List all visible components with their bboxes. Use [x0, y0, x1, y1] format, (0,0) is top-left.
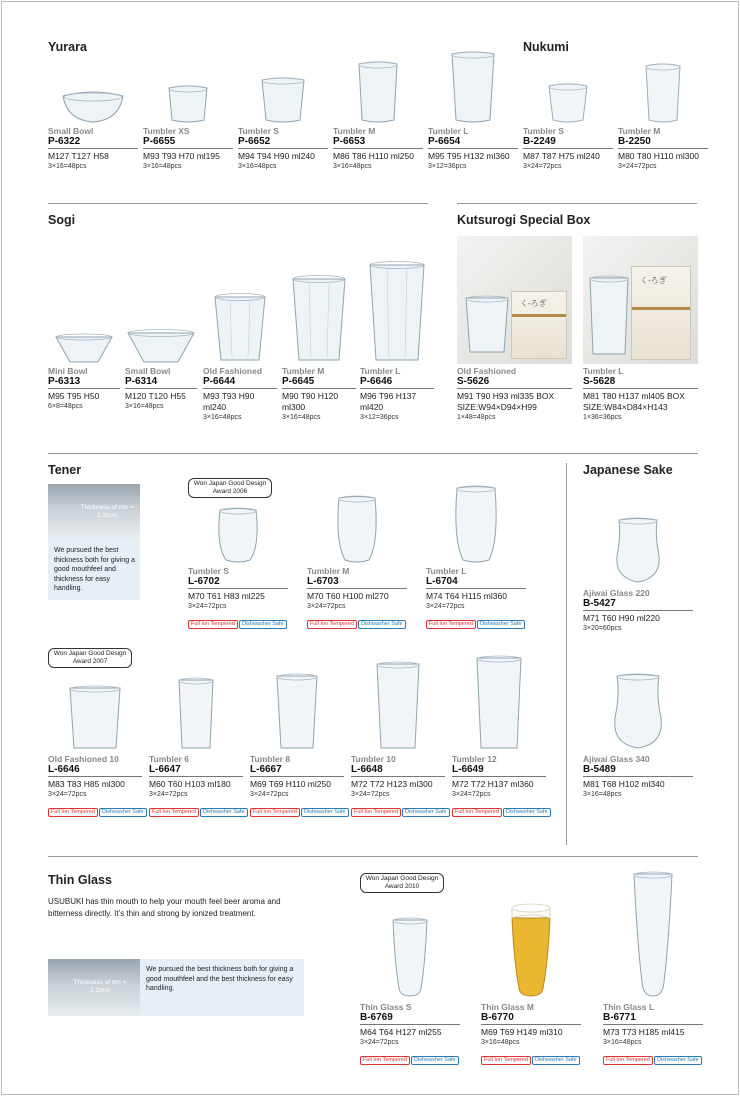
product-spec: M83 T83 H85 ml300 — [48, 779, 125, 789]
glass-image — [307, 490, 407, 564]
product-l-6646 — [48, 680, 142, 818]
product-pack: 1×48=48pcs — [457, 414, 496, 421]
product-l-6649 — [452, 650, 546, 818]
product-code: P-6652 — [238, 136, 328, 149]
product-code: B-6770 — [481, 1012, 581, 1025]
product-name: Tumbler M — [618, 126, 661, 136]
product-pack: 3×24=72pcs — [188, 603, 227, 610]
product-spec: M86 T86 H110 ml250 — [333, 151, 414, 161]
award-badge-2006: Won Japan Good Design Award 2006 — [188, 478, 272, 498]
rim-photo — [48, 484, 140, 538]
tempered-tag: Full Ion Tempered — [481, 1056, 531, 1065]
product-spec: M81 T80 H137 ml405 BOX SIZE:W84×D84×H143 — [583, 391, 685, 412]
product-name: Old Fashioned — [457, 366, 517, 376]
product-pack: 3×16=48pcs — [282, 414, 321, 421]
product-b-6769 — [360, 904, 460, 1066]
divider — [48, 203, 428, 204]
product-name: Tumbler 8 — [250, 754, 290, 764]
product-p-6314 — [125, 300, 197, 410]
product-pack: 3×24=72pcs — [149, 791, 188, 798]
product-code: S-5626 — [457, 376, 572, 389]
product-spec: M95 T95 H132 ml360 — [428, 151, 510, 161]
product-spec: M69 T69 H110 ml250 — [250, 779, 331, 789]
glass-image — [583, 508, 693, 586]
product-spec: M127 T127 H58 — [48, 151, 109, 161]
product-spec: M70 T60 H100 ml270 — [307, 591, 389, 601]
product-p-6655 — [143, 70, 233, 170]
product-name: Tumbler 10 — [351, 754, 396, 764]
product-pack: 3×24=72pcs — [307, 603, 346, 610]
rim-thickness-label: Thickness of rim = 1.2mm — [73, 979, 127, 994]
product-spec: M60 T60 H103 ml180 — [149, 779, 231, 789]
product-pack: 3×12=36pcs — [360, 414, 399, 421]
product-name: Tumbler M — [333, 126, 376, 136]
section-title-thin-glass: Thin Glass — [48, 873, 112, 887]
glass-image — [203, 300, 277, 364]
product-code: L-6648 — [351, 764, 445, 777]
thin-glass-intro: USUBUKI has thin mouth to help your mouth feel beer aroma and bitterness directly. It’s thin and strong by ionized treatment. — [48, 897, 281, 918]
info-description: We pursued the best thickness both for giving a good mouthfeel and thickness for easy handling. — [54, 547, 135, 592]
product-spec: M81 T68 H102 ml340 — [583, 779, 665, 789]
product-b-5427 — [583, 508, 693, 632]
glass-image — [143, 70, 233, 124]
glass-image — [48, 70, 138, 124]
product-l-6704 — [426, 480, 526, 630]
section-title-tener: Tener — [48, 463, 82, 477]
dishwasher-tag: Dishwasher Safe — [503, 808, 551, 817]
dishwasher-tag: Dishwasher Safe — [301, 808, 349, 817]
product-b-6770 — [481, 898, 581, 1066]
product-pack: 3×24=72pcs — [250, 791, 289, 798]
product-spec: M95 T95 H50 — [48, 391, 100, 401]
glass-image — [250, 668, 344, 752]
glass-image — [188, 500, 288, 564]
product-name: Mini Bowl — [48, 366, 88, 376]
product-b-2250 — [618, 56, 708, 170]
glass-image — [463, 294, 511, 356]
glass-image — [426, 480, 526, 564]
tempered-tag: Full Ion Tempered — [149, 808, 199, 817]
tempered-tag: Full Ion Tempered — [360, 1056, 410, 1065]
product-p-6654 — [428, 46, 518, 170]
box-label: く-ろぎ — [640, 276, 667, 285]
product-pack: 6×8=48pcs — [48, 403, 83, 410]
product-name: Tumbler M — [307, 566, 350, 576]
glass-image — [360, 256, 434, 364]
box-label: く-ろぎ — [520, 299, 547, 308]
info-description: We pursued the best thickness both for giving a good mouthfeel and the best thickness for easy handling. — [146, 966, 294, 992]
product-p-6313 — [48, 300, 120, 410]
product-spec: M94 T94 H90 ml240 — [238, 151, 315, 161]
product-spec: M72 T72 H123 ml300 — [351, 779, 433, 789]
product-name: Thin Glass L — [603, 1002, 655, 1012]
product-pack: 3×16=48pcs — [125, 403, 164, 410]
product-code: P-6646 — [360, 376, 434, 389]
product-s-5626 — [457, 236, 572, 421]
rim-photo — [48, 959, 140, 1016]
product-spec: M70 T61 H83 ml225 — [188, 591, 265, 601]
product-name: Old Fashioned — [203, 366, 263, 376]
dishwasher-tag: Dishwasher Safe — [654, 1056, 702, 1065]
product-spec: M93 T93 H70 ml195 — [143, 151, 220, 161]
product-code: P-6655 — [143, 136, 233, 149]
product-spec: M72 T72 H137 ml360 — [452, 779, 534, 789]
product-spec: M96 T96 H137 ml420 — [360, 391, 417, 412]
product-s-5628 — [583, 236, 698, 421]
tempered-tag: Full Ion Tempered — [452, 808, 502, 817]
product-spec: M69 T69 H149 ml310 — [481, 1027, 563, 1037]
product-name: Tumbler L — [428, 126, 469, 136]
product-code: L-6667 — [250, 764, 344, 777]
product-pack: 3×16=48pcs — [583, 791, 622, 798]
product-name: Tumbler L — [583, 366, 624, 376]
product-name: Small Bowl — [125, 366, 171, 376]
product-code: B-6769 — [360, 1012, 460, 1025]
product-l-6647 — [149, 672, 243, 818]
product-code: P-6314 — [125, 376, 197, 389]
product-code: B-5427 — [583, 598, 693, 611]
product-spec: M80 T80 H110 ml300 — [618, 151, 699, 161]
product-code: L-6646 — [48, 764, 142, 777]
product-p-6322 — [48, 70, 138, 170]
product-l-6703 — [307, 490, 407, 630]
product-pack: 3×24=72pcs — [452, 791, 491, 798]
product-code: L-6704 — [426, 576, 526, 589]
tempered-tag: Full Ion Tempered — [307, 620, 357, 629]
product-pack: 3×24=72pcs — [48, 791, 87, 798]
product-name: Tumbler 6 — [149, 754, 189, 764]
section-title-sogi: Sogi — [48, 213, 76, 227]
product-pack: 3×16=48pcs — [333, 163, 372, 170]
divider — [48, 856, 698, 857]
product-pack: 3×24=72pcs — [618, 163, 657, 170]
product-name: Tumbler S — [188, 566, 229, 576]
product-p-6653 — [333, 50, 423, 170]
product-code: P-6645 — [282, 376, 356, 389]
product-pack: 3×12=36pcs — [428, 163, 467, 170]
product-name: Tumbler XS — [143, 126, 190, 136]
product-code: P-6322 — [48, 136, 138, 149]
glass-image — [452, 650, 546, 752]
product-pack: 3×16=48pcs — [481, 1039, 520, 1046]
product-code: B-5489 — [583, 764, 693, 777]
glass-image — [428, 46, 518, 124]
dishwasher-tag: Dishwasher Safe — [402, 808, 450, 817]
tempered-tag: Full Ion Tempered — [250, 808, 300, 817]
product-pack: 3×24=72pcs — [426, 603, 465, 610]
dishwasher-tag: Dishwasher Safe — [99, 808, 147, 817]
product-name: Ajiwai Glass 220 — [583, 588, 650, 598]
product-code: L-6702 — [188, 576, 288, 589]
glass-image — [351, 656, 445, 752]
dishwasher-tag: Dishwasher Safe — [358, 620, 406, 629]
product-pack: 3×16=48pcs — [203, 414, 242, 421]
product-spec: M71 T60 H90 ml220 — [583, 613, 660, 623]
tempered-tag: Full Ion Tempered — [188, 620, 238, 629]
product-p-6652 — [238, 70, 328, 170]
glass-image — [125, 300, 197, 364]
product-spec: M64 T64 H127 ml255 — [360, 1027, 442, 1037]
gift-box-image — [631, 266, 691, 360]
product-l-6702 — [188, 500, 288, 630]
tempered-tag: Full Ion Tempered — [603, 1056, 653, 1065]
award-badge-2010: Won Japan Good Design Award 2010 — [360, 873, 444, 893]
glass-image — [583, 666, 693, 752]
product-name: Small Bowl — [48, 126, 94, 136]
product-name: Tumbler S — [523, 126, 564, 136]
section-title-yurara: Yurara — [48, 40, 87, 54]
product-code: P-6313 — [48, 376, 120, 389]
product-b-6771 — [603, 866, 703, 1066]
product-photo — [457, 236, 572, 364]
product-name: Ajiwai Glass 340 — [583, 754, 650, 764]
product-code: S-5628 — [583, 376, 698, 389]
glass-image — [333, 50, 423, 124]
glass-image — [360, 904, 460, 1000]
product-name: Tumbler L — [360, 366, 401, 376]
dishwasher-tag: Dishwasher Safe — [411, 1056, 459, 1065]
glass-image — [587, 274, 631, 358]
thin-info-box — [48, 959, 304, 1016]
glass-image — [48, 300, 120, 364]
divider — [566, 463, 567, 845]
glass-image — [603, 866, 703, 1000]
product-b-5489 — [583, 666, 693, 798]
product-name: Old Fashioned 10 — [48, 754, 119, 764]
product-spec: M87 T87 H75 ml240 — [523, 151, 600, 161]
glass-image — [618, 56, 708, 124]
product-name: Tumbler M — [282, 366, 325, 376]
product-p-6646 — [360, 256, 434, 421]
product-name: Tumbler L — [426, 566, 467, 576]
section-title-nukumi: Nukumi — [523, 40, 569, 54]
product-pack: 3×24=72pcs — [523, 163, 562, 170]
section-title-kutsurogi: Kutsurogi Special Box — [457, 213, 591, 227]
product-spec: M74 T64 H115 ml360 — [426, 591, 507, 601]
award-badge-2007: Won Japan Good Design Award 2007 — [48, 648, 132, 668]
product-code: P-6654 — [428, 136, 518, 149]
tempered-tag: Full Ion Tempered — [426, 620, 476, 629]
product-b-2249 — [523, 70, 613, 170]
glass-image — [149, 672, 243, 752]
tener-info-box — [48, 484, 140, 600]
dishwasher-tag: Dishwasher Safe — [477, 620, 525, 629]
product-code: L-6649 — [452, 764, 546, 777]
product-code: B-2250 — [618, 136, 708, 149]
product-pack: 3×16=48pcs — [238, 163, 277, 170]
product-spec: M120 T120 H55 — [125, 391, 186, 401]
product-photo — [583, 236, 698, 364]
product-pack: 3×16=48pcs — [48, 163, 87, 170]
product-name: Tumbler S — [238, 126, 279, 136]
product-name: Thin Glass S — [360, 1002, 412, 1012]
glass-image — [238, 70, 328, 124]
divider — [48, 453, 698, 454]
glass-image — [481, 898, 581, 1000]
product-name: Thin Glass M — [481, 1002, 534, 1012]
glass-image — [523, 70, 613, 124]
product-l-6648 — [351, 656, 445, 818]
tempered-tag: Full Ion Tempered — [351, 808, 401, 817]
product-pack: 3×16=48pcs — [143, 163, 182, 170]
product-code: B-2249 — [523, 136, 613, 149]
product-p-6645 — [282, 270, 356, 421]
product-code: L-6703 — [307, 576, 407, 589]
dishwasher-tag: Dishwasher Safe — [200, 808, 248, 817]
gift-box-image — [511, 291, 567, 359]
glass-image — [48, 680, 142, 752]
product-p-6644 — [203, 300, 277, 421]
rim-thickness-label: Thickness of rim = 1.2mm — [80, 504, 134, 519]
dishwasher-tag: Dishwasher Safe — [532, 1056, 580, 1065]
divider — [457, 203, 697, 204]
product-spec: M93 T93 H90 ml240 — [203, 391, 255, 412]
product-code: P-6644 — [203, 376, 277, 389]
glass-image — [282, 270, 356, 364]
product-name: Tumbler 12 — [452, 754, 497, 764]
product-pack: 3×24=72pcs — [351, 791, 390, 798]
product-l-6667 — [250, 668, 344, 818]
product-pack: 3×24=72pcs — [360, 1039, 399, 1046]
product-pack: 1×36=36pcs — [583, 414, 622, 421]
product-pack: 3×16=48pcs — [603, 1039, 642, 1046]
tempered-tag: Full Ion Tempered — [48, 808, 98, 817]
product-spec: M91 T90 H93 ml335 BOX SIZE:W94×D94×H99 — [457, 391, 555, 412]
product-code: L-6647 — [149, 764, 243, 777]
product-spec: M73 T73 H185 ml415 — [603, 1027, 685, 1037]
product-code: P-6653 — [333, 136, 423, 149]
dishwasher-tag: Dishwasher Safe — [239, 620, 287, 629]
product-spec: M90 T90 H120 ml300 — [282, 391, 339, 412]
product-pack: 3×20=60pcs — [583, 625, 622, 632]
section-title-sake: Japanese Sake — [583, 463, 673, 477]
product-code: B-6771 — [603, 1012, 703, 1025]
